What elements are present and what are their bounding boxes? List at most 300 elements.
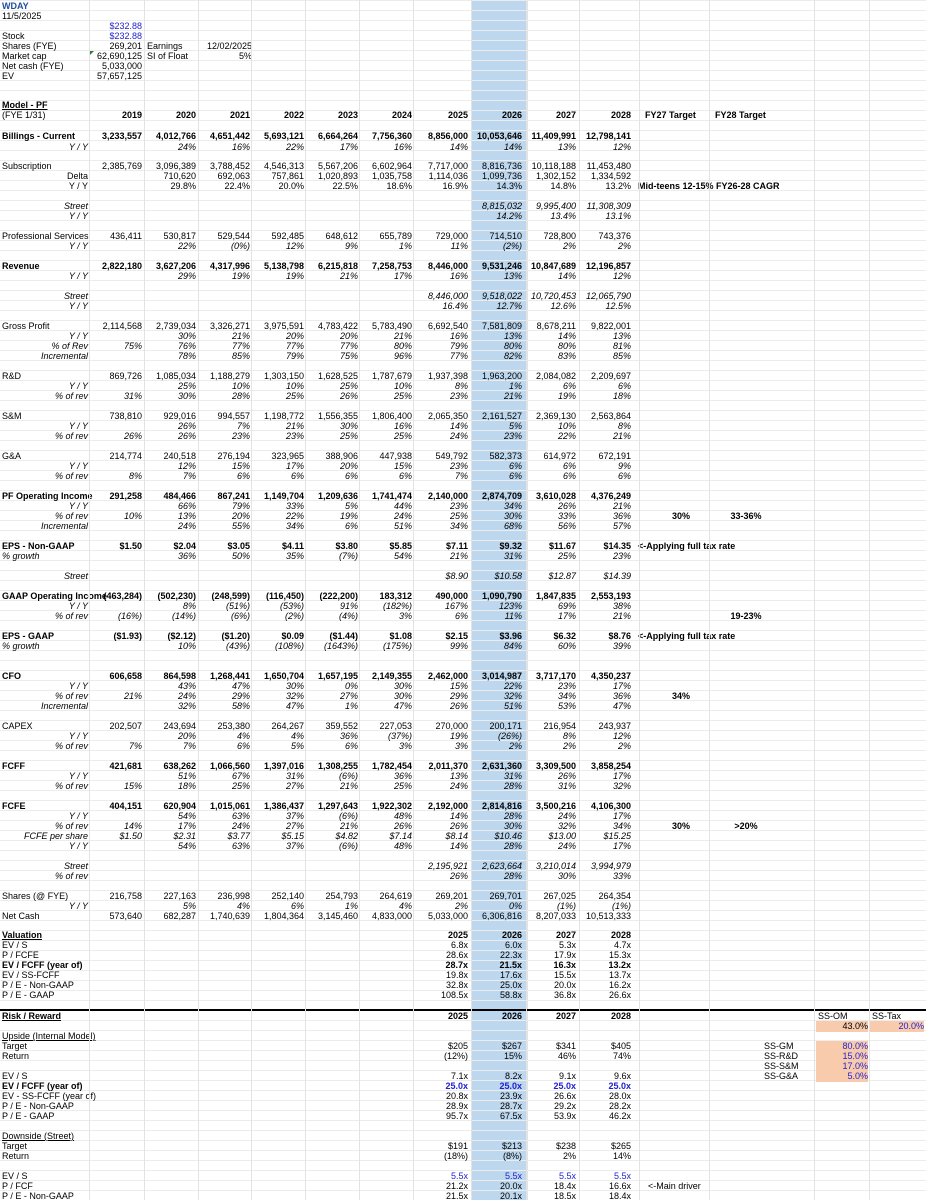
data-cell[interactable]: 183,312 (379, 591, 412, 601)
downside-cell[interactable]: 18.4x (608, 1191, 631, 1201)
data-cell[interactable]: 28% (503, 781, 522, 791)
data-cell[interactable]: 8,856,000 (427, 131, 468, 141)
data-cell[interactable]: 1,556,355 (317, 411, 358, 421)
data-cell[interactable]: 269,701 (489, 891, 522, 901)
data-cell[interactable]: 672,191 (598, 451, 631, 461)
data-cell[interactable]: 23% (449, 461, 468, 471)
data-cell[interactable]: 227,053 (379, 721, 412, 731)
data-cell[interactable]: 26% (177, 431, 196, 441)
data-cell[interactable]: 692,063 (217, 171, 250, 181)
data-cell[interactable]: 75% (339, 351, 358, 361)
data-cell[interactable]: 30% (503, 821, 522, 831)
data-cell[interactable]: 5% (182, 901, 196, 911)
data-cell[interactable]: 21% (339, 821, 358, 831)
data-cell[interactable]: 26% (123, 431, 142, 441)
data-cell[interactable]: 8% (128, 471, 142, 481)
data-cell[interactable]: $1.50 (119, 831, 142, 841)
data-cell[interactable]: 28% (503, 871, 522, 881)
data-cell[interactable]: 6,664,264 (317, 131, 358, 141)
data-cell[interactable]: 21% (231, 331, 250, 341)
data-cell[interactable]: 1,268,441 (209, 671, 250, 681)
data-cell[interactable]: 48% (393, 841, 412, 851)
data-cell[interactable]: 51% (503, 701, 522, 711)
ss-assumption-value[interactable]: 80.0% (816, 1041, 868, 1052)
data-cell[interactable]: 21% (503, 391, 522, 401)
data-cell[interactable]: 2% (562, 741, 576, 751)
data-cell[interactable]: 76% (177, 341, 196, 351)
data-cell[interactable]: (16%) (117, 611, 142, 621)
data-cell[interactable]: 1,308,255 (317, 761, 358, 771)
upside-cell[interactable]: 95.7x (445, 1111, 468, 1121)
data-cell[interactable]: 9,995,400 (535, 201, 576, 211)
data-cell[interactable]: 10% (231, 381, 250, 391)
data-cell[interactable]: 867,241 (217, 491, 250, 501)
data-cell[interactable]: (1643%) (323, 641, 358, 651)
valuation-cell[interactable]: 15.3x (608, 950, 631, 960)
data-cell[interactable]: (43%) (225, 641, 250, 651)
data-cell[interactable]: 17% (339, 142, 358, 152)
data-cell[interactable]: 32% (557, 821, 576, 831)
data-cell[interactable]: 252,140 (271, 891, 304, 901)
data-cell[interactable]: 31% (503, 551, 522, 561)
data-cell[interactable]: 18% (612, 391, 631, 401)
downside-cell[interactable]: 5.5x (613, 1171, 631, 1181)
data-cell[interactable]: 929,016 (163, 411, 196, 421)
data-cell[interactable]: 36% (612, 511, 631, 521)
data-cell[interactable]: 20% (339, 331, 358, 341)
data-cell[interactable]: 12,798,141 (585, 131, 631, 141)
data-cell[interactable]: 13.4% (550, 211, 576, 221)
data-cell[interactable]: 56% (557, 521, 576, 531)
data-cell[interactable]: $5.15 (281, 831, 304, 841)
data-cell[interactable]: 4,783,422 (317, 321, 358, 331)
data-cell[interactable]: 26% (177, 421, 196, 431)
data-cell[interactable]: 2,553,193 (590, 591, 631, 601)
data-cell[interactable]: 1,397,016 (263, 761, 304, 771)
data-cell[interactable]: 4,012,766 (155, 131, 196, 141)
upside-cell[interactable]: 53.9x (553, 1111, 576, 1121)
data-cell[interactable]: 39% (612, 641, 631, 651)
data-cell[interactable]: 44% (393, 501, 412, 511)
data-cell[interactable]: 6% (344, 741, 358, 751)
data-cell[interactable]: 13% (612, 331, 631, 341)
data-cell[interactable]: (6%) (230, 611, 250, 621)
data-cell[interactable]: $1.08 (389, 631, 412, 641)
shares-value[interactable]: 269,201 (109, 41, 142, 51)
data-cell[interactable]: 23% (449, 501, 468, 511)
data-cell[interactable]: 1,015,061 (209, 801, 250, 811)
data-cell[interactable]: 359,552 (325, 721, 358, 731)
data-cell[interactable]: 1,804,364 (263, 911, 304, 921)
data-cell[interactable]: (108%) (274, 641, 304, 651)
data-cell[interactable]: 240,518 (163, 451, 196, 461)
data-cell[interactable]: 2,739,034 (155, 321, 196, 331)
data-cell[interactable]: 3,145,460 (317, 911, 358, 921)
data-cell[interactable]: 1,741,474 (371, 491, 412, 501)
data-cell[interactable]: 6,602,964 (371, 161, 412, 171)
data-cell[interactable]: 6% (562, 461, 576, 471)
data-cell[interactable]: 6,306,816 (481, 911, 522, 921)
data-cell[interactable]: (7%) (338, 551, 358, 561)
data-cell[interactable]: $15.25 (603, 831, 631, 841)
data-cell[interactable]: 25% (449, 511, 468, 521)
data-cell[interactable]: 85% (612, 351, 631, 361)
data-cell[interactable]: 80% (557, 341, 576, 351)
data-cell[interactable]: 50% (231, 551, 250, 561)
data-cell[interactable]: 26% (449, 871, 468, 881)
data-cell[interactable]: 21% (339, 781, 358, 791)
data-cell[interactable]: 436,411 (110, 231, 142, 241)
data-cell[interactable]: 67% (231, 771, 250, 781)
data-cell[interactable]: 54% (177, 811, 196, 821)
data-cell[interactable]: 25% (393, 781, 412, 791)
data-cell[interactable]: 53% (557, 701, 576, 711)
data-cell[interactable]: 16.9% (442, 181, 468, 191)
data-cell[interactable]: 26% (449, 701, 468, 711)
data-cell[interactable]: 4,350,237 (590, 671, 631, 681)
data-cell[interactable]: 80% (393, 341, 412, 351)
data-cell[interactable]: 1,114,036 (428, 171, 468, 181)
data-cell[interactable]: 81% (612, 341, 631, 351)
data-cell[interactable]: 3% (398, 741, 412, 751)
data-cell[interactable]: 2% (617, 241, 631, 251)
fy27-target-value[interactable]: 30% (671, 821, 690, 831)
data-cell[interactable]: 75% (123, 341, 142, 351)
data-cell[interactable]: 25% (393, 431, 412, 441)
data-cell[interactable]: 4,833,000 (371, 911, 412, 921)
data-cell[interactable]: 25% (285, 391, 304, 401)
data-cell[interactable]: 1,806,400 (371, 411, 412, 421)
data-cell[interactable]: 2,814,816 (481, 801, 522, 811)
data-cell[interactable]: 2,114,568 (102, 321, 142, 331)
downside-cell[interactable]: 21.5x (445, 1191, 468, 1201)
data-cell[interactable]: $8.14 (445, 831, 468, 841)
data-cell[interactable]: (26%) (497, 731, 522, 741)
data-cell[interactable]: 7% (182, 741, 196, 751)
data-cell[interactable]: 19% (557, 391, 576, 401)
data-cell[interactable]: 3,014,987 (481, 671, 522, 681)
ss-assumption-value[interactable]: 15.0% (816, 1051, 868, 1062)
upside-cell[interactable]: 28.2x (608, 1101, 631, 1111)
data-cell[interactable]: 592,485 (271, 231, 304, 241)
data-cell[interactable]: 79% (231, 501, 250, 511)
data-cell[interactable]: 5,138,798 (263, 261, 304, 271)
data-cell[interactable]: 30% (393, 681, 412, 691)
data-cell[interactable]: 490,000 (435, 591, 468, 601)
upside-cell[interactable]: 46.2x (608, 1111, 631, 1121)
data-cell[interactable]: 17% (285, 461, 304, 471)
data-cell[interactable]: 3,096,389 (155, 161, 196, 171)
data-cell[interactable]: 10% (557, 421, 576, 431)
data-cell[interactable]: 14% (449, 142, 468, 152)
data-cell[interactable]: 11% (450, 241, 468, 251)
data-cell[interactable]: 549,792 (435, 451, 468, 461)
data-cell[interactable]: 14% (449, 811, 468, 821)
valuation-cell[interactable]: 17.9x (553, 950, 576, 960)
data-cell[interactable]: 20% (231, 511, 250, 521)
data-cell[interactable]: 6% (236, 741, 250, 751)
data-cell[interactable]: 3,233,557 (101, 131, 142, 141)
data-cell[interactable]: 14% (557, 331, 576, 341)
valuation-cell[interactable]: 25.0x (499, 980, 522, 990)
valuation-cell[interactable]: 17.6x (499, 970, 522, 980)
data-cell[interactable]: 2% (508, 741, 522, 751)
data-cell[interactable]: $9.32 (499, 541, 522, 551)
valuation-cell[interactable]: 6.0x (504, 940, 522, 950)
data-cell[interactable]: 1,937,398 (427, 371, 468, 381)
data-cell[interactable]: 29% (177, 271, 196, 281)
data-cell[interactable]: 1,303,150 (263, 371, 304, 381)
data-cell[interactable]: 14% (449, 421, 468, 431)
upside-cell[interactable]: 20.8x (445, 1091, 468, 1101)
data-cell[interactable]: 21% (612, 431, 631, 441)
upside-cell[interactable]: 29.2x (553, 1101, 576, 1111)
data-cell[interactable]: (2%) (502, 241, 522, 251)
data-cell[interactable]: 24% (231, 821, 250, 831)
data-cell[interactable]: 388,906 (325, 451, 358, 461)
data-cell[interactable]: 32% (285, 691, 304, 701)
data-cell[interactable]: 264,619 (379, 891, 412, 901)
data-cell[interactable]: 11% (504, 611, 522, 621)
data-cell[interactable]: 16% (393, 142, 412, 152)
data-cell[interactable]: 20% (177, 731, 196, 741)
data-cell[interactable]: 7% (128, 741, 142, 751)
data-cell[interactable]: 10,053,646 (476, 131, 522, 141)
data-cell[interactable]: 3,788,452 (209, 161, 250, 171)
data-cell[interactable]: 30% (557, 871, 576, 881)
data-cell[interactable]: 1,149,704 (263, 491, 304, 501)
data-cell[interactable]: (116,450) (265, 591, 304, 601)
fy28-target-value[interactable]: 33-36% (730, 511, 762, 521)
data-cell[interactable]: $4.11 (281, 541, 304, 551)
upside-cell[interactable]: 9.1x (558, 1071, 576, 1081)
data-cell[interactable]: 47% (231, 681, 250, 691)
data-cell[interactable]: 5% (290, 741, 304, 751)
data-cell[interactable]: 710,620 (163, 171, 196, 181)
data-cell[interactable]: 421,681 (109, 761, 142, 771)
ss-assumption-value[interactable]: 17.0% (816, 1061, 868, 1072)
upside-cell[interactable]: $205 (447, 1041, 468, 1051)
downside-cell[interactable]: 2% (562, 1151, 576, 1161)
data-cell[interactable]: 2% (617, 741, 631, 751)
data-cell[interactable]: 23% (231, 431, 250, 441)
data-cell[interactable]: 6% (562, 381, 576, 391)
data-cell[interactable]: 13% (177, 511, 196, 521)
data-cell[interactable]: 2,149,355 (371, 671, 412, 681)
fy28-target-value[interactable]: >20% (734, 821, 758, 831)
data-cell[interactable]: 21% (339, 271, 358, 281)
data-cell[interactable]: 25% (557, 551, 576, 561)
downside-cell[interactable]: 20.1x (499, 1191, 522, 1201)
data-cell[interactable]: 17% (393, 271, 412, 281)
data-cell[interactable]: 1,847,835 (535, 591, 576, 601)
upside-cell[interactable]: (12%) (443, 1051, 468, 1061)
valuation-cell[interactable]: 22.3x (499, 950, 522, 960)
valuation-cell[interactable]: 15.5x (553, 970, 576, 980)
data-cell[interactable]: 14% (503, 142, 522, 152)
upside-cell[interactable]: $341 (555, 1041, 576, 1051)
data-cell[interactable]: 1,066,560 (209, 761, 250, 771)
downside-cell[interactable]: $213 (501, 1141, 522, 1151)
data-cell[interactable]: 1,787,679 (371, 371, 412, 381)
data-cell[interactable]: 3,627,206 (155, 261, 196, 271)
downside-cell[interactable]: 18.5x (553, 1191, 576, 1201)
data-cell[interactable]: 38% (612, 601, 631, 611)
data-cell[interactable]: $11.67 (548, 541, 576, 551)
data-cell[interactable]: 18.6% (386, 181, 412, 191)
data-cell[interactable]: 6% (617, 381, 631, 391)
data-cell[interactable]: 2,084,082 (535, 371, 576, 381)
data-cell[interactable]: $2.15 (445, 631, 468, 641)
upside-cell[interactable]: 28.0x (608, 1091, 631, 1101)
data-cell[interactable]: 6,692,540 (427, 321, 468, 331)
data-cell[interactable]: 34% (612, 821, 631, 831)
data-cell[interactable]: 77% (231, 341, 250, 351)
data-cell[interactable]: 6% (398, 471, 412, 481)
data-cell[interactable]: 15% (123, 781, 142, 791)
data-cell[interactable]: 22% (503, 681, 522, 691)
data-cell[interactable]: (248,599) (211, 591, 250, 601)
data-cell[interactable]: 757,861 (271, 171, 304, 181)
data-cell[interactable]: 12,065,790 (585, 291, 631, 301)
data-cell[interactable]: $14.35 (603, 541, 631, 551)
data-cell[interactable]: 21% (393, 331, 412, 341)
data-cell[interactable]: 21% (285, 421, 304, 431)
data-cell[interactable]: $7.11 (445, 541, 468, 551)
data-cell[interactable]: 14% (123, 821, 142, 831)
data-cell[interactable]: 32% (612, 781, 631, 791)
data-cell[interactable]: 8,815,032 (481, 201, 522, 211)
data-cell[interactable]: 291,258 (109, 491, 142, 501)
fy28-target-value[interactable]: 19-23% (730, 611, 762, 621)
data-cell[interactable]: (175%) (382, 641, 412, 651)
data-cell[interactable]: 14.8% (550, 181, 576, 191)
data-cell[interactable]: 29% (449, 691, 468, 701)
upside-cell[interactable]: 23.9x (499, 1091, 522, 1101)
fy27-target-value[interactable]: 30% (671, 511, 690, 521)
fy27-target-value[interactable]: 34% (671, 691, 690, 701)
data-cell[interactable]: 2,065,350 (427, 411, 468, 421)
data-cell[interactable]: 267,025 (543, 891, 576, 901)
data-cell[interactable]: 743,376 (598, 231, 631, 241)
data-cell[interactable]: 47% (285, 701, 304, 711)
data-cell[interactable]: 323,965 (271, 451, 304, 461)
data-cell[interactable]: 6% (508, 471, 522, 481)
data-cell[interactable]: $14.39 (603, 571, 631, 581)
data-cell[interactable]: 22% (557, 431, 576, 441)
data-cell[interactable]: 12% (612, 142, 631, 152)
data-cell[interactable]: 12% (612, 271, 631, 281)
data-cell[interactable]: 7% (182, 471, 196, 481)
downside-cell[interactable]: 21.2x (445, 1181, 468, 1191)
data-cell[interactable]: 10% (123, 511, 142, 521)
data-cell[interactable]: 1,386,437 (263, 801, 304, 811)
data-cell[interactable]: 30% (339, 421, 358, 431)
data-cell[interactable]: 638,262 (163, 761, 196, 771)
data-cell[interactable]: 24% (177, 142, 196, 152)
data-cell[interactable]: 18% (177, 781, 196, 791)
data-cell[interactable]: 2,161,527 (481, 411, 522, 421)
data-cell[interactable]: 17% (612, 841, 631, 851)
data-cell[interactable]: 6% (290, 901, 304, 911)
data-cell[interactable]: (0%) (230, 241, 250, 251)
data-cell[interactable]: 36% (339, 731, 358, 741)
data-cell[interactable]: 1,628,525 (317, 371, 358, 381)
data-cell[interactable]: 47% (612, 701, 631, 711)
data-cell[interactable]: 14.3% (496, 181, 522, 191)
upside-cell[interactable]: 8.2x (504, 1071, 522, 1081)
data-cell[interactable]: 1,090,790 (481, 591, 522, 601)
data-cell[interactable]: 3% (454, 741, 468, 751)
data-cell[interactable]: 8% (617, 421, 631, 431)
valuation-cell[interactable]: 16.3x (553, 960, 576, 970)
data-cell[interactable]: 2,631,360 (481, 761, 522, 771)
data-cell[interactable]: 1,188,279 (209, 371, 250, 381)
data-cell[interactable]: 8,816,736 (481, 161, 522, 171)
data-cell[interactable]: 33% (557, 511, 576, 521)
data-cell[interactable]: 6% (236, 471, 250, 481)
data-cell[interactable]: 26% (557, 771, 576, 781)
data-cell[interactable]: 63% (231, 811, 250, 821)
data-cell[interactable]: 2,192,000 (427, 801, 468, 811)
data-cell[interactable]: 3,210,014 (535, 861, 576, 871)
data-cell[interactable]: (182%) (382, 601, 412, 611)
data-cell[interactable]: 12.7% (496, 301, 522, 311)
data-cell[interactable]: 869,726 (109, 371, 142, 381)
data-cell[interactable]: 1,302,152 (535, 171, 576, 181)
upside-cell[interactable]: 25.0x (553, 1081, 576, 1091)
data-cell[interactable]: 60% (557, 641, 576, 651)
upside-cell[interactable]: 67.5x (499, 1111, 522, 1121)
data-cell[interactable]: 4% (236, 901, 250, 911)
data-cell[interactable]: 26% (393, 821, 412, 831)
data-cell[interactable]: 26% (557, 501, 576, 511)
data-cell[interactable]: 8,446,000 (427, 291, 468, 301)
data-cell[interactable]: 1,099,736 (481, 171, 522, 181)
upside-cell[interactable]: 25.0x (499, 1081, 522, 1091)
data-cell[interactable]: 1% (344, 701, 358, 711)
data-cell[interactable]: 25% (339, 381, 358, 391)
data-cell[interactable]: 1% (344, 901, 358, 911)
data-cell[interactable]: 33% (285, 501, 304, 511)
valuation-cell[interactable]: 21.5x (499, 960, 522, 970)
ss-tax-value[interactable]: 20.0% (870, 1021, 924, 1032)
data-cell[interactable]: $8.90 (445, 571, 468, 581)
data-cell[interactable]: 729,000 (435, 231, 468, 241)
data-cell[interactable]: 573,640 (109, 911, 142, 921)
valuation-cell[interactable]: 20.0x (553, 980, 576, 990)
data-cell[interactable]: 10,118,188 (531, 161, 576, 171)
data-cell[interactable]: $8.76 (608, 631, 631, 641)
data-cell[interactable]: 24% (393, 511, 412, 521)
data-cell[interactable]: 8% (562, 731, 576, 741)
downside-cell[interactable]: 16.6x (608, 1181, 631, 1191)
data-cell[interactable]: 11,308,309 (586, 201, 631, 211)
data-cell[interactable]: 21% (612, 501, 631, 511)
data-cell[interactable]: 4,317,996 (209, 261, 250, 271)
valuation-cell[interactable]: 58.8x (499, 990, 522, 1000)
upside-cell[interactable]: 26.6x (553, 1091, 576, 1101)
data-cell[interactable]: 30% (285, 681, 304, 691)
data-cell[interactable]: 58% (231, 701, 250, 711)
data-cell[interactable]: 22% (285, 511, 304, 521)
upside-cell[interactable]: 74% (612, 1051, 631, 1061)
data-cell[interactable]: 28% (231, 391, 250, 401)
data-cell[interactable]: 167% (444, 601, 468, 611)
valuation-cell[interactable]: 32.8x (445, 980, 468, 990)
si-value[interactable]: 5% (238, 51, 252, 61)
data-cell[interactable]: 79% (449, 341, 468, 351)
